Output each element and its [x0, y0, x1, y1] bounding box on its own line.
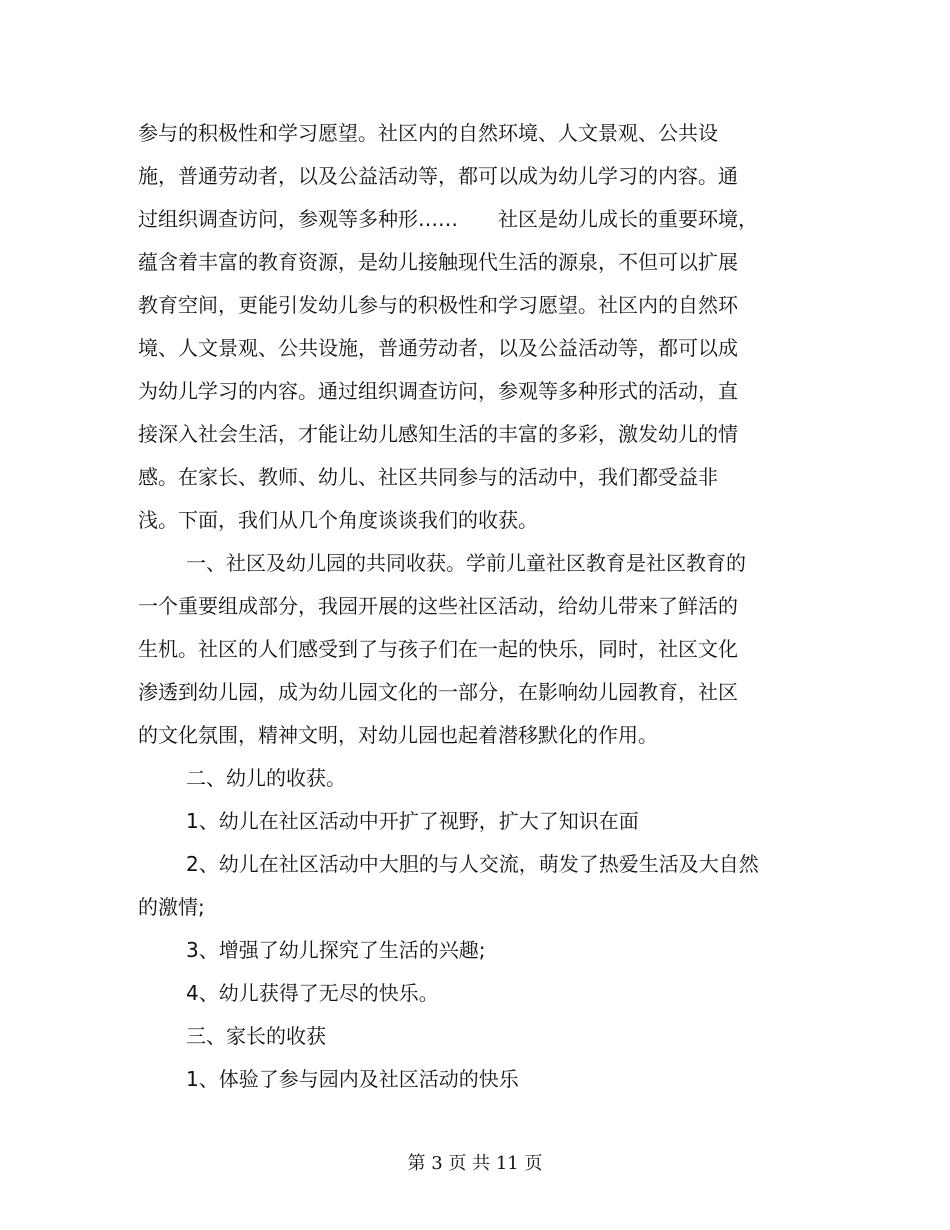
text-line: 施，普通劳动者，以及公益活动等，都可以成为幼儿学习的内容。通: [138, 164, 738, 188]
text-line: 的文化氛围，精神文明，对幼儿园也起着潜移默化的作用。: [138, 723, 658, 747]
text-line: 二、幼儿的收获。: [186, 766, 346, 790]
text-line: 境、人文景观、公共设施，普通劳动者，以及公益活动等，都可以成: [138, 336, 738, 360]
text-line: 的激情;: [138, 895, 205, 919]
text-line: 三、家长的收获: [186, 1024, 326, 1048]
document-body: [138, 112, 778, 1101]
text-line: 参与的积极性和学习愿望。社区内的自然环境、人文景观、公共设: [138, 121, 718, 145]
text-line: 3、增强了幼儿探究了生活的兴趣;: [186, 938, 486, 962]
text-line: 为幼儿学习的内容。通过组织调查访问，参观等多种形式的活动，直: [138, 379, 738, 403]
text-line: 浅。下面，我们从几个角度谈谈我们的收获。: [138, 508, 538, 532]
text-line: 感。在家长、教师、幼儿、社区共同参与的活动中，我们都受益非: [138, 465, 718, 489]
page-footer: 第 3 页 共 11 页: [407, 1153, 543, 1174]
text-line: 过组织调查访问，参观等多种形…… 社区是幼儿成长的重要环境，: [138, 207, 758, 231]
text-line: 1、幼儿在社区活动中开扩了视野，扩大了知识在面: [186, 809, 639, 833]
text-line: 一个重要组成部分，我园开展的这些社区活动，给幼儿带来了鲜活的: [138, 594, 738, 618]
text-line: 渗透到幼儿园，成为幼儿园文化的一部分，在影响幼儿园教育，社区: [138, 680, 738, 704]
text-line: 蕴含着丰富的教育资源，是幼儿接触现代生活的源泉，不但可以扩展: [138, 250, 738, 274]
text-line: 接深入社会生活，才能让幼儿感知生活的丰富的多彩，激发幼儿的情: [138, 422, 738, 446]
text-line: 生机。社区的人们感受到了与孩子们在一起的快乐，同时，社区文化: [138, 637, 738, 661]
text-line: 教育空间，更能引发幼儿参与的积极性和学习愿望。社区内的自然环: [138, 293, 738, 317]
text-line: 1、体验了参与园内及社区活动的快乐: [186, 1067, 519, 1091]
text-line: 一、社区及幼儿园的共同收获。学前儿童社区教育是社区教育的: [186, 551, 746, 575]
text-line: 2、幼儿在社区活动中大胆的与人交流，萌发了热爱生活及大自然: [186, 852, 759, 876]
text-line: 4、幼儿获得了无尽的快乐。: [186, 981, 439, 1005]
